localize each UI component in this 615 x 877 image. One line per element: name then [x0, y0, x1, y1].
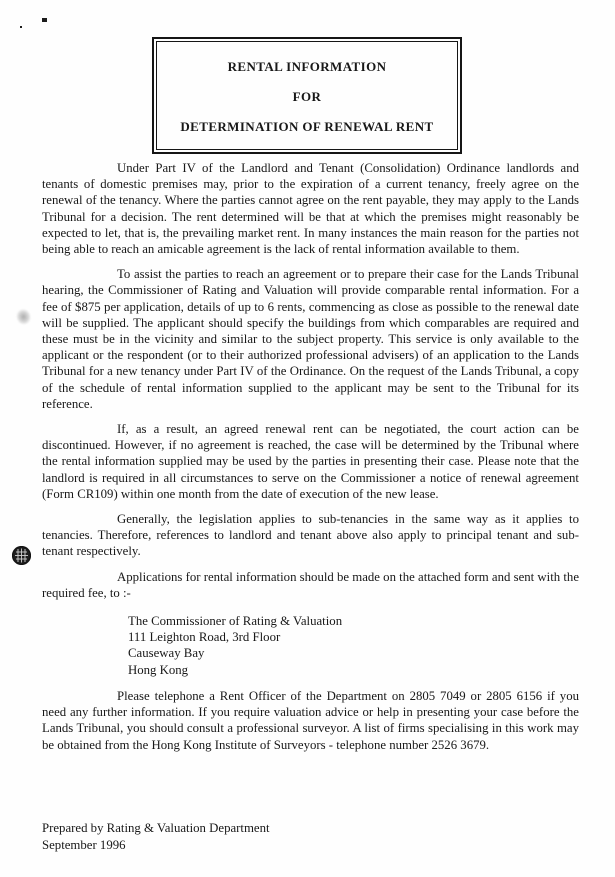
paragraph-telephone-enquiries: Please telephone a Rent Officer of the Department on 2805 7049 or 2805 6156 if you need any further information. If you require valuation advice or help in presenting your case before the Lands Tribunal, you should consult a professional surveyor. A list of firms specialising in this work may be obtained from the Hong Kong Institute of Surveyors - telephone number 2526 3679.	[42, 688, 579, 752]
paragraph-applications: Applications for rental information should be made on the attached form and sent with the required fee, to :-	[42, 569, 579, 600]
paragraph-agreement-outcome: If, as a result, an agreed renewal rent can be negotiated, the court action can be discontinued. However, if no agreement is reached, the case will be determined by the Tribunal where the rental information supplied may be used by the parties in presenting their case. Please note that the landlord is required in all circumstances to serve on the Commissioner a notice of renewal agreement (Form CR109) within one month from the date of execution of the new lease.	[42, 422, 579, 501]
document-title-line-2: FOR	[292, 89, 322, 104]
title-box-inner-border	[156, 41, 458, 150]
document-title-line-3: DETERMINATION OF RENEWAL RENT	[180, 119, 434, 134]
address-block	[128, 613, 579, 678]
department-seal-icon	[12, 546, 31, 565]
address-line-recipient: The Commissioner of Rating & Valuation	[128, 614, 343, 629]
address-line-territory: Hong Kong	[128, 662, 189, 677]
paragraph-comparable-rental-service: To assist the parties to reach an agreement or to prepare their case for the Lands Tribunal hearing, the Commissioner of Rating and Valuation will provide comparable rental information. For a fee of $875 per application, details of up to 6 rents, commencing as close as possible to the renewal date will be supplied. The applicant should specify the buildings from which comparables are required and these must be in the vicinity and similar to the subject property. This service is only available to the applicant or the respondent (or to their authorized professional advisers) of an application to the Lands Tribunal for a new tenancy under Part IV of the Ordinance. On the request of the Lands Tribunal, a copy of the schedule of rental information supplied to the applicant may be sent to the Tribunal for its reference.	[42, 267, 579, 411]
footer-date: September 1996	[42, 837, 126, 852]
document-title-line-1: RENTAL INFORMATION	[227, 59, 387, 74]
address-line-district: Causeway Bay	[128, 646, 205, 661]
footer-prepared-by: Prepared by Rating & Valuation Department	[42, 821, 270, 835]
scan-artifact-speck	[20, 26, 22, 28]
scan-artifact-speck	[42, 18, 47, 22]
pencil-smudge-mark	[6, 300, 37, 333]
paragraph-sub-tenancies: Generally, the legislation applies to sub-tenancies in the same way as it applies to tenancies. Therefore, references to landlord and tenant above also apply to principal tenant and sub-tenant respectively.	[42, 512, 579, 559]
paragraph-ordinance-intro: Under Part IV of the Landlord and Tenant (Consolidation) Ordinance landlords and tenants of domestic premises may, prior to the expiration of a current tenancy, freely agree on the renewal of the tenancy. Where the parties cannot agree on the rent payable, they may apply to the Lands Tribunal for a decision. The rent determined will be that at which the premises might reasonably be expected to let, that is, the prevailing market rent. In many instances the main reason for the parties not being able to reach an amicable agreement is the lack of rental information available to them.	[42, 161, 579, 257]
document-body	[42, 160, 579, 762]
title-box	[152, 37, 462, 154]
document-footer	[42, 820, 270, 853]
address-line-street: 111 Leighton Road, 3rd Floor	[128, 630, 281, 645]
